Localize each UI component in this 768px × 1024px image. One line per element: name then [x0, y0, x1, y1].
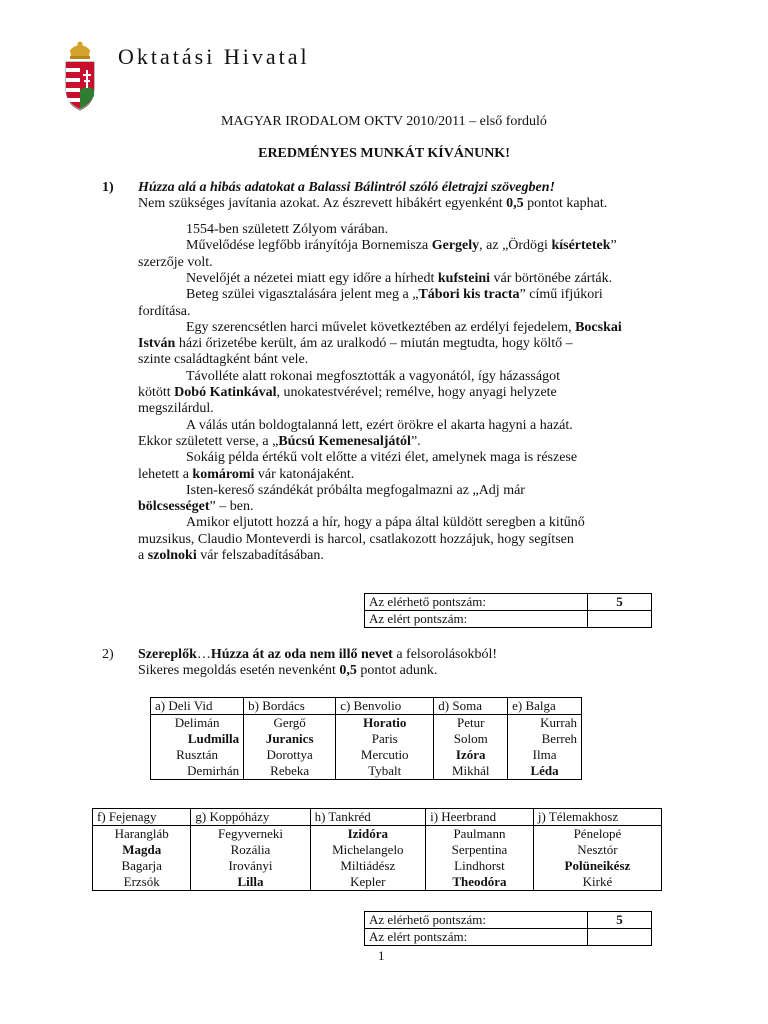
name-cell — [151, 731, 244, 747]
name-cell — [508, 715, 582, 732]
character-name: f) Fejenagy — [97, 809, 157, 824]
max-score-label: Az elérhető pontszám: — [365, 912, 588, 929]
name-cell — [151, 747, 244, 763]
name-cell — [191, 874, 310, 891]
character-name: b) Bordács — [248, 698, 305, 713]
name-cell — [93, 874, 191, 891]
text-line — [186, 238, 617, 254]
character-name: Rebeka — [270, 763, 310, 778]
highlighted-fact: Dobó Katinkával — [174, 385, 277, 400]
text-segment: vár börtönébe zárták. — [490, 270, 613, 286]
text-segment: megszilárdul. — [138, 401, 214, 417]
name-cell — [508, 763, 582, 780]
name-cell — [151, 763, 244, 780]
character-name: Ludmilla — [187, 731, 240, 746]
character-name: Delimán — [174, 715, 220, 730]
character-name: Mercutio — [360, 747, 409, 762]
text-segment: Isten-kereső szándékát próbálta megfogalmazni az „Adj már — [186, 482, 525, 498]
name-cell — [508, 747, 582, 763]
name-cell — [434, 715, 508, 732]
name-cell — [426, 842, 534, 858]
coat-of-arms-icon — [62, 40, 98, 112]
text-segment: Nevelőjét a nézetei miatt egy időre a hírhedt — [186, 270, 438, 286]
max-score-value: 5 — [588, 912, 652, 929]
question-2-score-table — [364, 911, 652, 946]
group-header-cell — [191, 809, 310, 826]
text-line — [186, 515, 585, 531]
org-name: Oktatási Hivatal — [118, 44, 310, 69]
question-2-number: 2) — [102, 647, 114, 662]
text-segment: Ekkor született verse, a „ — [138, 433, 279, 449]
character-name: Kurrah — [540, 715, 577, 730]
character-name: Léda — [530, 763, 559, 778]
text-segment: vár felszabadításában. — [196, 548, 324, 563]
highlighted-fact: Tábori kis tracta — [418, 287, 520, 303]
character-name: Demirhán — [187, 763, 240, 778]
character-name: e) Balga — [512, 698, 556, 713]
question-1-number: 1) — [102, 180, 114, 195]
text-line — [186, 287, 603, 303]
text-segment: Művelődése legfőbb irányítója Bornemisza — [186, 238, 432, 254]
name-cell — [310, 874, 426, 891]
max-score-label: Az elérhető pontszám: — [365, 594, 588, 611]
character-name: c) Benvolio — [340, 698, 402, 713]
table-row — [151, 731, 582, 747]
name-cell — [244, 747, 336, 763]
text-line — [186, 320, 622, 336]
character-name: Theodóra — [452, 874, 507, 889]
text-segment: ”. — [410, 433, 421, 449]
name-cell — [426, 874, 534, 891]
table-row — [93, 826, 662, 843]
name-cell — [310, 858, 426, 874]
character-name: j) Télemakhosz — [537, 809, 619, 824]
name-cell — [191, 858, 310, 874]
question-2-note: Sikeres megoldás esetén nevenként 0,5 pontot adunk. — [138, 663, 438, 678]
text-segment: , unokatestvérével; remélve, hogy anyagi helyzete — [276, 385, 557, 400]
table-row — [93, 842, 662, 858]
character-name: Pénelopé — [573, 826, 622, 841]
text-segment: lehetett a — [138, 466, 193, 482]
character-name: Paris — [371, 731, 398, 746]
name-cell — [426, 826, 534, 843]
character-name: Kirké — [582, 874, 613, 889]
character-name: Ilma — [532, 747, 557, 762]
character-name: Izidóra — [347, 826, 389, 841]
character-name: Michelangelo — [332, 842, 404, 857]
text-line — [138, 255, 213, 271]
character-name: Rozália — [230, 842, 271, 857]
character-name: Berreh — [541, 731, 577, 746]
achieved-score-label: Az elért pontszám: — [365, 929, 588, 946]
character-name: Lindhorst — [454, 858, 505, 873]
text-segment: Sokáig példa értékű volt előtte a vitézi élet, amelynek maga is részese — [186, 450, 578, 466]
character-name: Serpentina — [451, 842, 508, 857]
name-cell — [336, 763, 434, 780]
group-header-cell — [244, 698, 336, 715]
name-cell — [434, 731, 508, 747]
highlighted-fact: István — [138, 336, 176, 352]
character-name: Harangláb — [114, 826, 169, 841]
achieved-score-value[interactable] — [588, 929, 652, 946]
name-cell — [434, 747, 508, 763]
text-segment: szerzője volt. — [138, 254, 213, 270]
text-line — [138, 304, 190, 320]
table-row — [93, 858, 662, 874]
highlighted-fact: szolnoki — [147, 548, 197, 563]
name-cell — [310, 826, 426, 843]
name-cell — [533, 874, 661, 891]
text-segment: kötött — [138, 385, 175, 400]
character-name: Erzsók — [123, 874, 160, 889]
doc-title: MAGYAR IRODALOM OKTV 2010/2011 – első forduló — [221, 114, 547, 129]
question-1-instruction: Húzza alá a hibás adatokat a Balassi Bálintról szóló életrajzi szövegben! — [138, 180, 555, 195]
table-row — [151, 763, 582, 780]
highlighted-fact: bölcsességet — [138, 499, 210, 515]
character-name: a) Deli Vid — [155, 698, 213, 713]
table-row — [93, 874, 662, 891]
name-cell — [426, 858, 534, 874]
group-header-cell — [336, 698, 434, 715]
character-name: g) Koppóházy — [195, 809, 270, 824]
highlighted-fact: Búcsú Kemenesaljától — [278, 433, 411, 449]
name-cell — [508, 731, 582, 747]
text-line — [138, 434, 421, 450]
text-line — [138, 532, 574, 548]
character-name: Juranics — [265, 731, 314, 746]
text-segment: fordítása. — [138, 303, 191, 319]
text-segment: Amikor eljutott hozzá a hír, hogy a pápa által küldött seregben a kitűnő — [186, 515, 585, 531]
text-segment: ” című ifjúkori — [519, 287, 603, 303]
name-cell — [434, 763, 508, 780]
character-name: Solom — [453, 731, 488, 746]
name-cell — [93, 842, 191, 858]
text-segment: muzsikus, Claudio Monteverdi is harcol, csatlakozott hozzájuk, hogy segítsen — [138, 531, 574, 547]
highlighted-fact: kísértetek — [551, 238, 611, 254]
character-name: Bagarja — [121, 858, 162, 873]
group-header-cell — [508, 698, 582, 715]
name-cell — [310, 842, 426, 858]
text-segment: szinte családtagként bánt vele. — [138, 352, 309, 368]
name-cell — [533, 858, 661, 874]
name-cell — [151, 715, 244, 732]
character-name: Miltiádész — [340, 858, 396, 873]
name-cell — [93, 858, 191, 874]
character-name: Paulmann — [453, 826, 506, 841]
character-name: Gergő — [273, 715, 306, 730]
character-name: Lilla — [237, 874, 264, 889]
table-header-row — [151, 698, 582, 715]
text-line — [186, 271, 612, 287]
character-name: Petur — [456, 715, 485, 730]
character-name: Horatio — [363, 715, 407, 730]
name-cell — [533, 842, 661, 858]
character-name: Rusztán — [176, 747, 219, 762]
name-cell — [191, 826, 310, 843]
text-segment: 1554-ben született Zólyom várában. — [186, 222, 389, 237]
name-cell — [336, 731, 434, 747]
character-name: Mikhál — [451, 763, 490, 778]
text-line — [138, 548, 324, 564]
text-line — [138, 467, 354, 483]
text-line — [138, 352, 308, 368]
highlighted-fact: kufsteini — [437, 270, 491, 286]
text-segment: a — [138, 548, 148, 563]
character-name: Tybalt — [368, 763, 402, 778]
group-header-cell — [151, 698, 244, 715]
highlighted-fact: Bocskai — [575, 319, 622, 335]
names-table-2 — [92, 808, 662, 891]
page-number: 1 — [378, 948, 385, 963]
achieved-score-value[interactable] — [588, 611, 652, 628]
text-segment: vár katonájaként. — [254, 466, 355, 482]
text-segment: Egy szerencsétlen harci művelet következtében az erdélyi fejedelem, — [186, 319, 576, 335]
text-segment: ” — [610, 238, 617, 254]
character-name: Nesztór — [577, 842, 618, 857]
text-line — [186, 450, 577, 466]
group-header-cell — [434, 698, 508, 715]
text-segment: , az „Ördögi — [479, 238, 552, 254]
text-segment: Távolléte alatt rokonai megfosztották a vagyonától, így házasságot — [186, 368, 560, 384]
text-line — [138, 336, 573, 352]
question-1-score-table — [364, 593, 652, 628]
character-name: Polüneikész — [564, 858, 631, 873]
text-line — [138, 385, 557, 401]
text-segment: ” – ben. — [209, 499, 254, 515]
question-2-instruction: Szereplők…Húzza át az oda nem illő nevet a felsorolásokból! — [138, 647, 498, 662]
character-name: h) Tankréd — [314, 809, 371, 824]
name-cell — [533, 826, 661, 843]
character-name: Magda — [122, 842, 162, 857]
text-line — [186, 418, 573, 434]
text-line — [138, 499, 253, 515]
text-segment: A válás után boldogtalanná lett, ezért örökre el akarta hagyni a hazát. — [186, 417, 573, 433]
highlighted-fact: Gergely — [431, 238, 480, 254]
table-row — [151, 747, 582, 763]
text-line — [186, 369, 560, 385]
character-name: i) Heerbrand — [430, 809, 497, 824]
doc-subtitle: EREDMÉNYES MUNKÁT KÍVÁNUNK! — [258, 146, 510, 161]
table-row — [151, 715, 582, 732]
max-score-value: 5 — [588, 594, 652, 611]
text-line — [186, 222, 388, 238]
group-header-cell — [93, 809, 191, 826]
group-header-cell — [310, 809, 426, 826]
character-name: d) Soma — [438, 698, 482, 713]
group-header-cell — [533, 809, 661, 826]
name-cell — [244, 731, 336, 747]
name-cell — [191, 842, 310, 858]
text-segment: Beteg szülei vigasztalására jelent meg a „ — [186, 287, 419, 303]
character-name: Izóra — [455, 747, 486, 762]
name-cell — [244, 715, 336, 732]
name-cell — [244, 763, 336, 780]
highlighted-fact: komáromi — [192, 466, 255, 482]
text-segment: házi őrizetébe került, ám az uralkodó – miután megtudta, hogy költő – — [175, 336, 573, 352]
character-name: Fegyverneki — [217, 826, 283, 841]
text-line — [138, 401, 214, 417]
character-name: Iroványi — [228, 858, 273, 873]
table-header-row — [93, 809, 662, 826]
character-name: Dorottya — [266, 747, 313, 762]
name-cell — [336, 715, 434, 732]
question-1-note: Nem szükséges javítania azokat. Az észrevett hibákért egyenként 0,5 pontot kaphat. — [138, 196, 608, 211]
achieved-score-label: Az elért pontszám: — [365, 611, 588, 628]
names-table-1 — [150, 697, 582, 780]
text-line — [186, 483, 525, 499]
name-cell — [93, 826, 191, 843]
character-name: Kepler — [350, 874, 386, 889]
group-header-cell — [426, 809, 534, 826]
name-cell — [336, 747, 434, 763]
